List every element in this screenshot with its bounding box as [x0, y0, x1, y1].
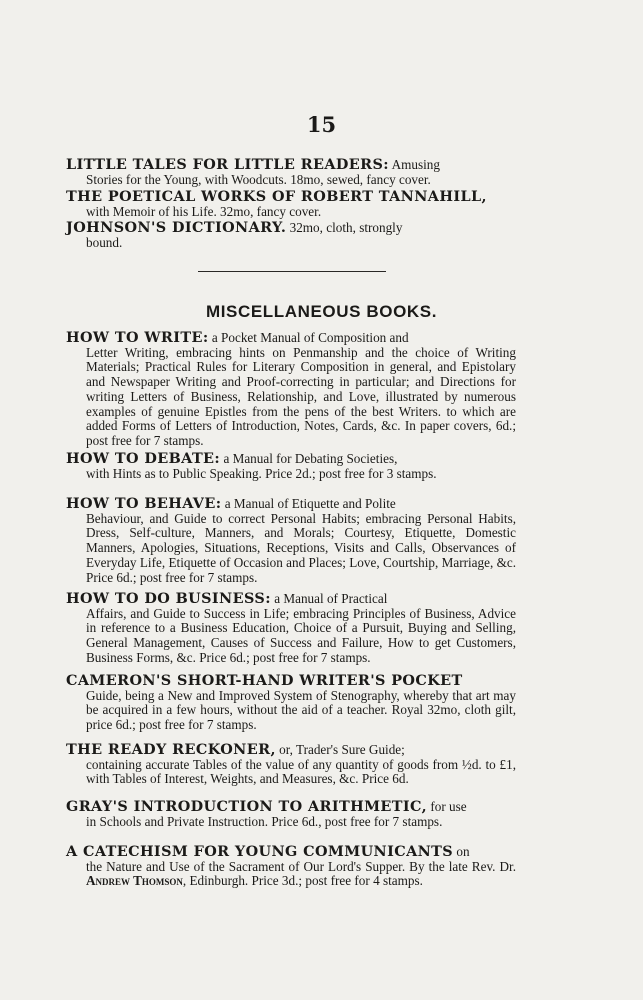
- entry-lead: on: [453, 844, 470, 859]
- entry-lead: a Manual of Etiquette and Polite: [221, 496, 396, 511]
- entry-title: GRAY'S INTRODUCTION TO ARITHMETIC,: [66, 798, 428, 815]
- entry-title: THE READY RECKONER,: [66, 741, 276, 758]
- entry-description-end: , Edinburgh. Price 3d.; post free for 4 stamps.: [182, 873, 423, 889]
- catalogue-entry-how-to-behave: [66, 497, 516, 585]
- entry-description: containing accurate Tables of the value of any quantity of goods from ½d. to £1, with Tables of Interest, Weights, and Measures, &c. Price 6d.: [86, 756, 516, 787]
- entry-title: LITTLE TALES FOR LITTLE READERS:: [66, 156, 390, 173]
- entry-lead: for use: [427, 799, 467, 814]
- author-name: Andrew Thomson: [86, 873, 183, 889]
- entry-title: HOW TO WRITE:: [66, 329, 209, 346]
- entry-title: THE POETICAL WORKS OF ROBERT TANNAHILL,: [66, 188, 487, 205]
- entry-description: with Hints as to Public Speaking. Price 2d.; post free for 3 stamps.: [86, 465, 437, 481]
- entry-lead: a Manual of Practical: [270, 591, 388, 606]
- entry-title: A CATECHISM FOR YOUNG COMMUNICANTS: [66, 843, 454, 860]
- catalogue-entry-grays-arithmetic: [66, 800, 516, 829]
- catalogue-entry-johnson-dictionary: [66, 221, 516, 250]
- entry-title: CAMERON'S SHORT-HAND WRITER'S POCKET: [66, 672, 463, 689]
- entry-description: Behaviour, and Guide to correct Personal Habits; embracing Personal Habits, Dress, Self-culture, Manners, and Morals; Courtesy, Etiquette, Domestic Manners, Apologies, Situations, Receptions, Visits and Calls, Observances of Everyday Life, Etiquette of Occasion and Places; Love, Courtship, Marriage, &c. Price 6d.; post free for 7 stamps.: [86, 510, 516, 585]
- entry-description-start: the Nature and Use of the Sacrament of Our Lord's Supper. By the late Rev. Dr.: [86, 858, 516, 874]
- entry-description: Guide, being a New and Improved System of Stenography, whereby that art may be acquired in a few hours, without the aid of a teacher. Royal 32mo, cloth gilt, price 6d.; post free for 7 stamps.: [86, 687, 516, 733]
- entry-description: with Memoir of his Life. 32mo, fancy cover.: [86, 203, 322, 219]
- catalogue-entry-catechism: [66, 845, 516, 889]
- entry-description: Stories for the Young, with Woodcuts. 18mo, sewed, fancy cover.: [86, 171, 431, 187]
- entry-description: bound.: [86, 234, 123, 250]
- entry-description: in Schools and Private Instruction. Price 6d., post free for 7 stamps.: [86, 813, 443, 829]
- entry-title: HOW TO DO BUSINESS:: [66, 590, 271, 607]
- entry-lead: a Pocket Manual of Composition and: [208, 330, 409, 345]
- catalogue-entry-camerons-shorthand: [66, 674, 516, 733]
- catalogue-entry-how-to-debate: [66, 452, 516, 481]
- catalogue-entry-how-to-do-business: [66, 592, 516, 666]
- entry-lead: a Manual for Debating Societies,: [220, 451, 398, 466]
- entry-description: Letter Writing, embracing hints on Penmanship and the choice of Writing Materials; Practical Rules for Literary Composition in general, and Epistolary and Newspaper Writing and Proof-correcting in particular; and Directions for writing Letters of Business, Relationship, and Love, illustrated by numerous examples of genuine Epistles from the pens of the best Writers. to which are added Forms of Letters of Introduction, Notes, Cards, &c. In paper covers, 6d.; post free for 7 stamps.: [86, 344, 516, 448]
- entry-title: HOW TO DEBATE:: [66, 450, 221, 467]
- catalogue-entry-how-to-write: [66, 331, 516, 449]
- entry-lead: or, Trader's Sure Guide;: [275, 742, 405, 757]
- entry-title: HOW TO BEHAVE:: [66, 495, 222, 512]
- page-number: 15: [306, 112, 337, 137]
- catalogue-entry-little-tales: [66, 158, 516, 187]
- entry-title: JOHNSON'S DICTIONARY.: [66, 219, 287, 236]
- entry-lead: 32mo, cloth, strongly: [286, 220, 403, 235]
- section-divider: [198, 271, 386, 272]
- section-heading: MISCELLANEOUS BOOKS.: [205, 302, 438, 321]
- entry-description: [66, 860, 516, 889]
- catalogue-entry-tannahill: [66, 190, 516, 219]
- catalogue-entry-ready-reckoner: [66, 743, 516, 787]
- entry-lead: Amusing: [389, 157, 440, 172]
- entry-description: Affairs, and Guide to Success in Life; embracing Principles of Business, Advice in reference to a Business Education, Choice of a Pursuit, Buying and Selling, General Management, Causes of Success and Failure, How to get Customers, Business Forms, &c. Price 6d.; post free for 7 stamps.: [86, 605, 516, 665]
